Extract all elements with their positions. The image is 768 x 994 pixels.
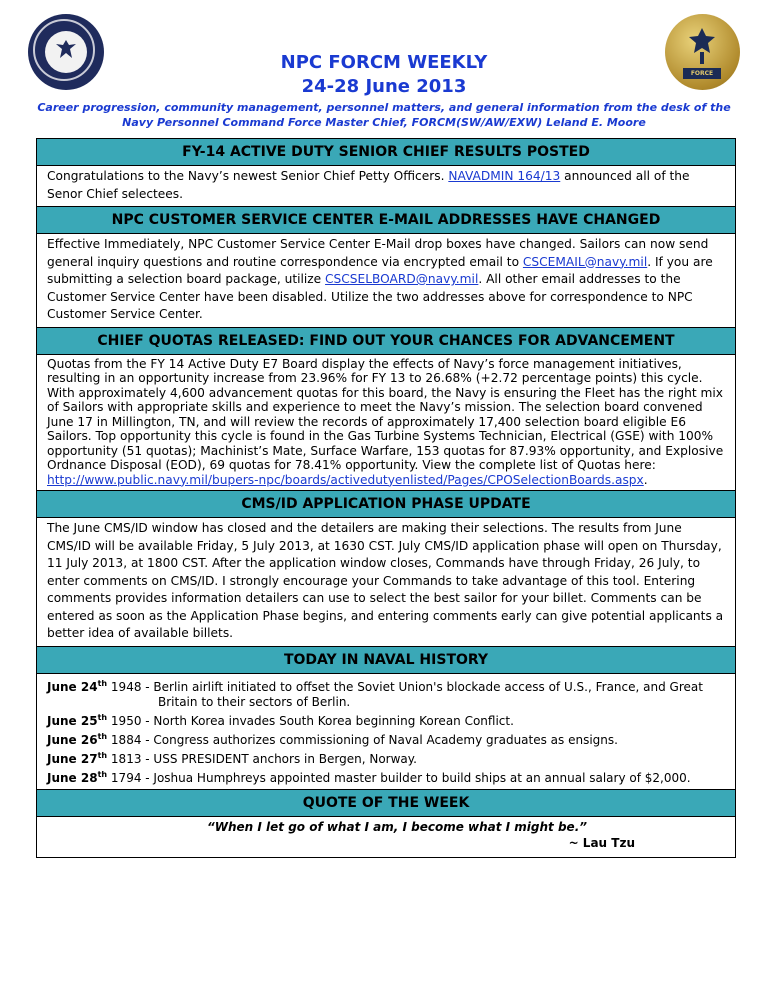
newsletter-subtitle: Career progression, community management, personnel matters, and general information from the desk of the Navy Personnel Command Force Master Chief, FORCM(SW/AW/EXW) Leland E. Moore [37,101,731,129]
newsletter-frame [36,138,736,858]
section-heading-senior-chief: FY-14 ACTIVE DUTY SENIOR CHIEF RESULTS POSTED [37,139,735,166]
section-heading-quote: QUOTE OF THE WEEK [37,790,735,817]
newsletter-title: NPC FORCM WEEKLY [280,52,488,73]
section-body-quote [37,817,735,857]
section-heading-email: NPC CUSTOMER SERVICE CENTER E-MAIL ADDRESSES HAVE CHANGED [37,207,735,234]
section-heading-naval-history: TODAY IN NAVAL HISTORY [37,647,735,674]
section-heading-chief-quotas: CHIEF QUOTAS RELEASED: FIND OUT YOUR CHANCES FOR ADVANCEMENT [37,328,735,355]
csc-email-link[interactable]: CSCEMAIL@navy.mil [522,254,648,269]
history-entry: June 25th 1950 - North Korea invades South Korea beginning Korean Conflict. [47,712,514,728]
history-entry: June 24th 1948 - Berlin airlift initiated to offset the Soviet Union's blockade access of U.S., France, and Great Britain to their sectors of Berlin. [47,678,703,709]
newsletter-dates: 24-28 June 2013 [301,76,467,97]
history-entry: June 27th 1813 - USS PRESIDENT anchors in Bergen, Norway. [47,750,417,766]
csc-selboard-email-link[interactable]: CSCSELBOARD@navy.mil [325,272,479,286]
section-heading-cmsid: CMS/ID APPLICATION PHASE UPDATE [37,491,735,518]
section-body-email: Effective Immediately, NPC Customer Service Center E-Mail drop boxes have changed. Sailors can now send general inquiry questions and routine correspondence via encrypted email to CSCEMAIL@navy.mil. If you are submitting a selection board package, utilize CSCSELBOARD@navy.mil. All other email addresses to the Customer Service Center have been disabled. Utilize the two addresses above for correspondence to NPC Customer Service Center. [37,234,735,328]
section-body-senior-chief: Congratulations to the Navy’s newest Senior Chief Petty Officers. NAVADMIN 164/13 announced all of the Senor Chief selectees. [37,166,735,207]
quote-text: “When I let go of what I am, I become what I might be.” [207,819,587,834]
badge-label: FORCE [683,68,721,79]
cpo-selection-boards-link[interactable]: http://www.public.navy.mil/bupers-npc/boards/activedutyenlisted/Pages/CPOSelectionBoards.aspx [47,472,644,487]
section-body-chief-quotas: Quotas from the FY 14 Active Duty E7 Board display the effects of Navy’s force management initiatives, resulting in an opportunity increase from 23.96% for FY 13 to 26.68% (+2.72 percentage points) this cycle. With approximately 4,600 advancement quotas for this board, the Navy is ensuring the Fleet has the right mix of Sailors with appropriate skills and experience to meet the Navy’s mission. The selection board convened June 17 in Millington, TN, and will review the records of approximately 17,400 selection board eligible E6 Sailors. Top opportunity this cycle is found in the Gas Turbine Systems Technician, Electrical (GSE) with 100% opportunity (51 quotas); Machinist’s Mate, Surface Warfare, 153 quotas for 87.93% opportunity, and Explosive Ordnance Disposal (EOD), 69 quotas for 78.41% opportunity. View the complete list of Quotas here: http://www.public.navy.mil/bupers-npc/boards/activedutyenlisted/Pages/CPOSelectionBoards.aspx. [37,355,735,492]
section-body-cmsid: The June CMS/ID window has closed and the detailers are making their selections. The results from June CMS/ID will be available Friday, 5 July 2013, at 1630 CST. July CMS/ID application phase will open on Thursday, 11 July 2013, at 1800 CST. After the application window closes, Commands have through Friday, 26 July, to enter comments on CMS/ID. I strongly encourage your Commands to take advantage of this tool. Entering comments provides information detailers can use to select the best sailor for your billet. Comments can be entered as soon as the Application Phase begins, and entering comments early can give potential applicants a better idea of available billets. [37,518,735,647]
section-body-naval-history [37,674,735,790]
history-entry: June 26th 1884 - Congress authorizes commissioning of Naval Academy graduates as ensigns. [47,731,618,747]
navadmin-link[interactable]: NAVADMIN 164/13 [448,169,561,183]
quote-author: ~ Lau Tzu [568,835,635,850]
history-entry: June 28th 1794 - Joshua Humphreys appointed master builder to build ships at an annual salary of $2,000. [47,769,691,785]
